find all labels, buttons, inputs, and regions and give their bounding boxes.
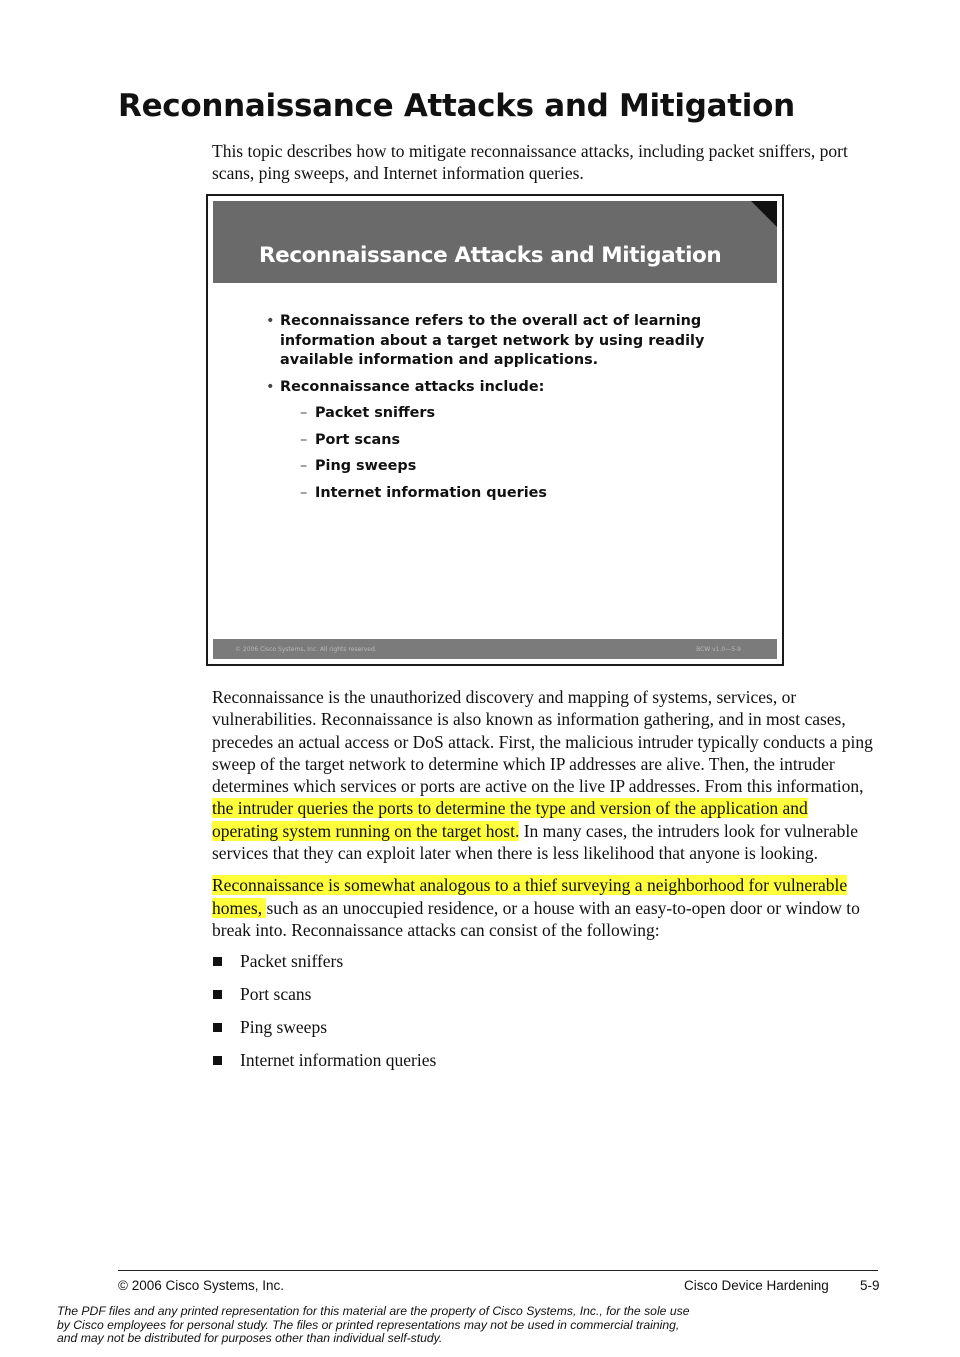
slide-sub-bullet-text: Port scans — [315, 431, 401, 448]
list-item — [212, 1049, 612, 1082]
dash-icon: – — [300, 431, 308, 448]
body-text-segment: In many cases, the intruders look for vulnerable services that they can exploit later when there is less likelihood that anyone is looking. — [212, 820, 859, 864]
square-bullet-icon — [213, 990, 222, 999]
list-item-text: Internet information queries — [240, 1050, 437, 1070]
dash-icon: – — [300, 405, 308, 421]
body-paragraph-2 — [212, 874, 876, 941]
slide-sub-bullet — [280, 431, 756, 451]
slide-sub-bullet — [280, 457, 756, 477]
body-paragraph-1 — [212, 686, 876, 864]
square-bullet-icon — [213, 957, 222, 966]
slide-bullet-text: Reconnaissance attacks include: — [280, 378, 545, 395]
dash-icon: – — [300, 458, 308, 474]
highlighted-text: Reconnaissance is somewhat analogous to a thief surveying a neighborhood for vulnerable homes, — [212, 875, 848, 918]
footer-copyright: © 2006 Cisco Systems, Inc. — [118, 1278, 285, 1293]
slide-sub-bullet — [280, 404, 756, 424]
slide-sub-bullet-text: Ping sweeps — [315, 458, 417, 474]
slide-footer — [213, 639, 777, 659]
list-item-text: Ping sweeps — [240, 1017, 328, 1037]
slide-footer-code: BCW v1.0—5-9 — [696, 646, 741, 653]
footer-page-number: 5-9 — [860, 1278, 880, 1293]
slide-sub-bullet-text: Internet information queries — [315, 484, 547, 501]
attack-type-list — [212, 950, 612, 1082]
list-item-text: Packet sniffers — [240, 951, 344, 971]
slide-body — [266, 312, 756, 510]
list-item — [212, 1016, 612, 1049]
slide-header — [213, 201, 777, 283]
slide-title: Reconnaissance Attacks and Mitigation — [259, 243, 722, 268]
body-text-segment: Reconnaissance is the unauthorized discovery and mapping of systems, services, or vulnerabilities. Reconnaissance is also known as information gathering, and in most cases, precedes an actual access or DoS attack. First, the malicious intruder typically conducts a ping sweep of the target network to determine which IP addresses are alive. Then, the intruder determines which services or ports are active on the live IP addresses. From this information, — [212, 687, 873, 797]
bullet-dot-icon: • — [266, 378, 275, 395]
slide-bullet — [266, 312, 756, 371]
list-item — [212, 983, 612, 1016]
square-bullet-icon — [213, 1056, 222, 1065]
dash-icon: – — [300, 484, 308, 501]
bullet-dot-icon: • — [266, 313, 275, 329]
body-text — [212, 686, 876, 951]
footer-course-title: Cisco Device Hardening — [684, 1278, 829, 1293]
slide-corner-decoration — [751, 201, 777, 227]
footer-disclaimer: The PDF files and any printed representation for this material are the property of Cisco Systems, Inc., for the sole use by Cisco employees for personal study. The files or printed representations may not be used in commercial training, and may not be distributed for purposes other than individual self-study. — [57, 1304, 690, 1345]
page-title: Reconnaissance Attacks and Mitigation — [118, 88, 795, 124]
slide-sub-bullet — [280, 484, 756, 504]
slide-bullet-text: Reconnaissance refers to the overall act of learning information about a target network by using readily available information and applications. — [280, 313, 705, 368]
list-item — [212, 950, 612, 983]
slide-footer-copyright: © 2006 Cisco Systems, Inc. All rights reserved. — [235, 646, 377, 653]
square-bullet-icon — [213, 1023, 222, 1032]
highlighted-text: the intruder queries the ports to determine the type and version of the application and operating system running on the target host. — [212, 798, 808, 841]
slide-bullet — [266, 378, 756, 504]
intro-paragraph: This topic describes how to mitigate reconnaissance attacks, including packet sniffers, port scans, ping sweeps, and Internet information queries. — [212, 141, 848, 183]
body-text-segment: such as an unoccupied residence, or a house with an easy-to-open door or window to break into. Reconnaissance attacks can consist of the following: — [212, 897, 860, 940]
slide-sub-bullet-text: Packet sniffers — [315, 405, 436, 421]
list-item-text: Port scans — [240, 984, 312, 1004]
slide-image — [206, 194, 784, 666]
footer-divider — [118, 1270, 878, 1271]
